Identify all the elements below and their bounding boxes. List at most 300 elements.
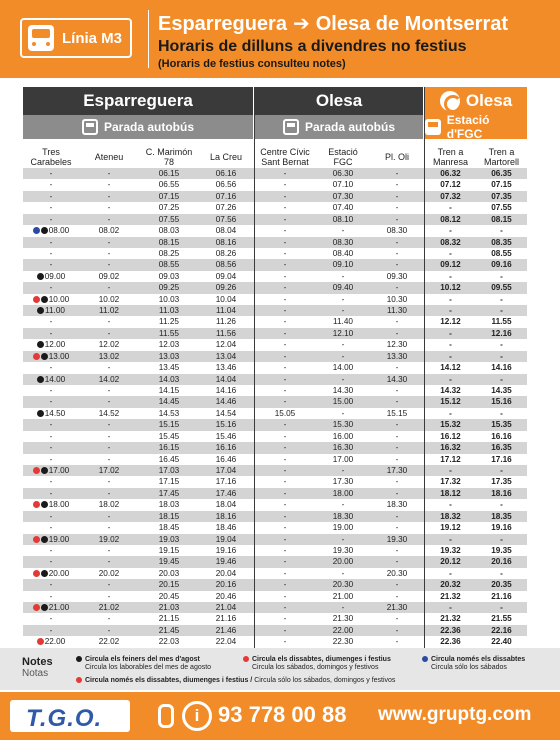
cell-value: -	[107, 283, 111, 293]
table-cell	[476, 534, 527, 545]
cell-value: 20.04	[215, 568, 237, 578]
cell-value: -	[283, 226, 287, 236]
table-row	[23, 294, 527, 305]
table-cell	[315, 374, 371, 385]
route-destination: Olesa de Montserrat	[315, 13, 509, 35]
table-cell	[476, 294, 527, 305]
cell-value: 22.02	[98, 637, 120, 647]
cell-value: -	[49, 317, 53, 327]
cell-value: 07.30	[332, 191, 354, 201]
table-cell	[79, 362, 139, 373]
table-row	[23, 214, 527, 225]
cell-value: 15.12	[440, 397, 461, 407]
table-cell	[255, 339, 315, 350]
table-cell	[371, 374, 423, 385]
cell-value: -	[107, 317, 111, 327]
table-cell	[23, 465, 79, 476]
cell-value: -	[107, 488, 111, 498]
table-cell	[315, 294, 371, 305]
cell-value: -	[283, 180, 287, 190]
cell-value: 08.40	[332, 248, 354, 258]
table-cell	[79, 488, 139, 499]
table-cell	[23, 237, 79, 248]
table-cell	[371, 214, 423, 225]
line-label: Línia M3	[62, 29, 123, 47]
table-cell	[23, 225, 79, 236]
cell-value: 18.16	[491, 488, 512, 498]
table-cell	[476, 568, 527, 579]
cell-value: -	[395, 180, 399, 190]
cell-value: -	[283, 568, 287, 578]
table-cell	[79, 305, 139, 316]
cell-value: -	[283, 625, 287, 635]
note-marker-icon	[33, 296, 40, 303]
table-cell	[255, 214, 315, 225]
cell-value: 18.35	[491, 511, 512, 521]
cell-value: -	[49, 386, 53, 396]
cell-value: 20.02	[98, 568, 120, 578]
table-row	[23, 476, 527, 487]
cell-value: 19.15	[158, 545, 180, 555]
note-d	[422, 656, 525, 672]
table-cell	[315, 339, 371, 350]
cell-value: 06.55	[158, 180, 180, 190]
table-cell	[79, 248, 139, 259]
cell-value: -	[500, 294, 503, 304]
table-cell	[255, 316, 315, 327]
table-cell	[23, 374, 79, 385]
cell-value: 12.10	[332, 328, 354, 338]
table-cell	[79, 602, 139, 613]
cell-value: -	[107, 477, 111, 487]
cell-value: 19.35	[491, 545, 512, 555]
table-cell	[79, 625, 139, 636]
cell-value: 21.30	[386, 603, 408, 613]
table-row	[23, 511, 527, 522]
table-row	[23, 259, 527, 270]
table-row	[23, 522, 527, 533]
table-cell	[425, 602, 476, 613]
cell-value: -	[283, 477, 287, 487]
cell-value: 12.02	[98, 340, 120, 350]
column-header: Centre Cívic Sant Bernat	[260, 147, 310, 167]
table-cell	[476, 385, 527, 396]
table-cell	[139, 396, 199, 407]
cell-value: 11.56	[216, 328, 236, 338]
table-cell	[79, 351, 139, 362]
note-d-es: Circula sólo los sábados	[431, 664, 507, 671]
header-divider	[148, 10, 149, 68]
table-cell	[425, 351, 476, 362]
table-cell	[79, 431, 139, 442]
table-cell	[425, 294, 476, 305]
stop-type-label: Parada autobús	[103, 120, 195, 134]
note-marker-icon	[41, 604, 48, 611]
table-cell	[79, 294, 139, 305]
table-cell	[139, 339, 199, 350]
table-cell	[199, 225, 253, 236]
table-cell	[315, 237, 371, 248]
cell-value: 08.02	[98, 226, 120, 236]
column-header: Estació FGC	[328, 147, 358, 167]
cell-value: 15.46	[215, 431, 237, 441]
table-cell	[476, 271, 527, 282]
cell-value: -	[500, 226, 503, 236]
cell-value: 16.45	[158, 454, 180, 464]
cell-value: 17.16	[215, 477, 237, 487]
table-cell	[371, 568, 423, 579]
cell-value: 07.40	[332, 203, 354, 213]
cell-value: 14.50	[44, 408, 66, 418]
table-cell	[199, 191, 253, 202]
table-row	[23, 248, 527, 259]
table-cell	[199, 396, 253, 407]
table-cell	[199, 282, 253, 293]
table-cell	[315, 591, 371, 602]
cell-value: 10.30	[386, 294, 408, 304]
cell-value: -	[107, 397, 111, 407]
cell-value: -	[283, 237, 287, 247]
cell-value: -	[283, 306, 287, 316]
table-cell	[425, 168, 476, 179]
table-cell	[371, 556, 423, 567]
cell-value: -	[49, 614, 53, 624]
table-cell	[315, 259, 371, 270]
table-row	[23, 237, 527, 248]
cell-value: 09.03	[158, 271, 180, 281]
table-cell	[425, 305, 476, 316]
cell-value: 16.32	[440, 443, 461, 453]
cell-value: 17.12	[440, 454, 461, 464]
table-cell	[476, 248, 527, 259]
cell-value: 11.40	[333, 317, 353, 327]
cell-value: 20.16	[215, 580, 237, 590]
table-cell	[255, 362, 315, 373]
cell-value: 13.04	[215, 351, 237, 361]
cell-value: -	[395, 237, 399, 247]
tgo-brand-text: T.G.O.	[26, 705, 103, 732]
table-cell	[255, 476, 315, 487]
table-row	[23, 568, 527, 579]
table-cell	[476, 316, 527, 327]
cell-value: 07.55	[491, 203, 512, 213]
table-cell	[476, 305, 527, 316]
cell-value: -	[395, 386, 399, 396]
cell-value: 11.55	[491, 317, 512, 327]
table-cell	[425, 613, 476, 624]
cell-value: -	[395, 363, 399, 373]
group-header-olesa-fgc	[425, 87, 527, 115]
cell-value: 17.00	[48, 465, 70, 475]
schedule-subtitle-note: (Horaris de festius consulteu notes)	[158, 58, 346, 70]
cell-value: 14.52	[98, 408, 120, 418]
table-cell	[425, 431, 476, 442]
cell-value: -	[283, 420, 287, 430]
cell-value: 20.45	[158, 591, 180, 601]
cell-value: 19.16	[491, 523, 512, 533]
table-cell	[476, 351, 527, 362]
cell-value: -	[283, 271, 287, 281]
table-cell	[79, 385, 139, 396]
table-cell	[255, 396, 315, 407]
table-cell	[425, 282, 476, 293]
table-cell	[371, 237, 423, 248]
stop-type-olesa	[255, 115, 423, 139]
cell-value: -	[283, 465, 287, 475]
website-link[interactable]: www.gruptg.com	[378, 704, 532, 725]
table-cell	[371, 202, 423, 213]
table-cell	[425, 374, 476, 385]
table-cell	[139, 328, 199, 339]
table-cell	[315, 419, 371, 430]
table-cell	[371, 179, 423, 190]
table-cell	[199, 534, 253, 545]
cell-value: 22.36	[440, 637, 461, 647]
cell-value: 20.12	[440, 557, 461, 567]
cell-value: -	[395, 523, 399, 533]
table-cell	[79, 271, 139, 282]
table-cell	[476, 613, 527, 624]
note-marker-icon	[37, 376, 44, 383]
note-marker-icon	[37, 273, 44, 280]
cell-value: 21.15	[158, 614, 180, 624]
table-cell	[476, 636, 527, 647]
cell-value: 18.12	[440, 488, 461, 498]
cell-value: -	[395, 328, 399, 338]
cell-value: 22.40	[491, 637, 512, 647]
table-cell	[371, 488, 423, 499]
table-cell	[79, 591, 139, 602]
table-cell	[199, 305, 253, 316]
table-row	[23, 442, 527, 453]
stop-type-fgc	[425, 115, 527, 139]
cell-value: -	[283, 203, 287, 213]
cell-value: -	[395, 283, 399, 293]
table-cell	[371, 339, 423, 350]
cell-value: -	[49, 203, 53, 213]
stop-type-esparreguera	[23, 115, 253, 139]
table-cell	[315, 636, 371, 647]
cell-value: -	[107, 191, 111, 201]
table-cell	[371, 294, 423, 305]
cell-value: 07.25	[158, 203, 180, 213]
cell-value: -	[395, 431, 399, 441]
cell-value: 14.03	[158, 374, 180, 384]
table-cell	[23, 442, 79, 453]
cell-value: 18.30	[332, 511, 354, 521]
cell-value: -	[395, 591, 399, 601]
cell-value: -	[500, 374, 503, 384]
note-marker-icon	[41, 501, 48, 508]
cell-value: -	[283, 248, 287, 258]
table-cell	[139, 499, 199, 510]
table-cell	[371, 316, 423, 327]
cell-value: 11.04	[216, 306, 236, 316]
table-cell	[371, 476, 423, 487]
note-x	[76, 677, 395, 685]
cell-value: 10.03	[158, 294, 180, 304]
cell-value: 22.36	[440, 625, 461, 635]
column-header: Tren a Manresa	[432, 147, 468, 167]
cell-value: -	[395, 637, 399, 647]
cell-value: 17.03	[158, 465, 180, 475]
cell-value: -	[341, 226, 345, 236]
cell-value: -	[395, 317, 399, 327]
cell-value: -	[500, 271, 503, 281]
note-marker-icon	[33, 353, 40, 360]
cell-value: -	[283, 591, 287, 601]
table-cell	[255, 556, 315, 567]
cell-value: 19.30	[332, 545, 354, 555]
cell-value: 19.03	[158, 534, 180, 544]
table-cell	[79, 556, 139, 567]
cell-value: -	[395, 397, 399, 407]
column-header: Ateneu	[94, 152, 124, 162]
table-cell	[23, 625, 79, 636]
table-cell	[476, 362, 527, 373]
table-cell	[425, 202, 476, 213]
cell-value: 07.10	[332, 180, 354, 190]
cell-value: 19.12	[440, 523, 461, 533]
table-row	[23, 396, 527, 407]
tgo-logo	[10, 700, 130, 732]
table-cell	[476, 545, 527, 556]
table-cell	[79, 499, 139, 510]
table-cell	[79, 511, 139, 522]
cell-value: -	[49, 477, 53, 487]
cell-value: 14.46	[215, 397, 237, 407]
cell-value: 20.30	[386, 568, 408, 578]
table-cell	[199, 362, 253, 373]
note-d-ca: Circula només els dissabtes	[430, 656, 526, 663]
table-cell	[315, 408, 371, 419]
cell-value: 11.02	[99, 306, 119, 316]
cell-value: -	[341, 271, 345, 281]
table-cell	[371, 408, 423, 419]
cell-value: -	[107, 214, 111, 224]
table-cell	[255, 225, 315, 236]
table-cell	[315, 625, 371, 636]
table-cell	[476, 237, 527, 248]
cell-value: 21.04	[215, 603, 237, 613]
cell-value: -	[341, 534, 345, 544]
cell-value: -	[395, 203, 399, 213]
table-cell	[199, 408, 253, 419]
table-cell	[23, 545, 79, 556]
cell-value: 11.55	[159, 328, 179, 338]
note-x-es: Circula sólo los sábados, domingos y festivos	[254, 677, 396, 684]
notes-title-es: Notas	[22, 668, 49, 679]
table-cell	[139, 259, 199, 270]
cell-value: 07.15	[491, 180, 512, 190]
cell-value: -	[49, 397, 53, 407]
cell-value: 15.00	[332, 397, 354, 407]
table-cell	[79, 568, 139, 579]
table-cell	[255, 191, 315, 202]
table-cell	[199, 271, 253, 282]
bus-stop-icon	[82, 119, 98, 135]
table-cell	[199, 602, 253, 613]
bus-stop-icon	[283, 119, 299, 135]
table-cell	[476, 579, 527, 590]
cell-value: 11.25	[159, 317, 179, 327]
table-cell	[315, 271, 371, 282]
cell-value: 07.16	[215, 191, 237, 201]
table-cell	[315, 316, 371, 327]
cell-value: 17.32	[440, 477, 461, 487]
cell-value: 13.45	[158, 363, 180, 373]
schedule-subtitle: Horaris de dilluns a divendres no festius	[158, 38, 467, 55]
column-header: Pl. Oli	[384, 152, 409, 162]
cell-value: 15.05	[274, 408, 296, 418]
table-cell	[139, 305, 199, 316]
table-cell	[139, 179, 199, 190]
note-marker-icon	[33, 467, 40, 474]
cell-value: 17.35	[491, 477, 512, 487]
table-cell	[79, 636, 139, 647]
column-header: La Creu	[209, 152, 243, 162]
table-cell	[255, 522, 315, 533]
cell-value: -	[449, 351, 452, 361]
table-cell	[139, 362, 199, 373]
cell-value: -	[107, 511, 111, 521]
cell-value: 14.00	[44, 374, 66, 384]
cell-value: 18.32	[440, 511, 461, 521]
cell-value: 09.40	[332, 283, 354, 293]
table-cell	[425, 408, 476, 419]
table-cell	[23, 351, 79, 362]
cell-value: -	[395, 191, 399, 201]
cell-value: -	[449, 603, 452, 613]
cell-value: -	[449, 465, 452, 475]
table-cell	[139, 556, 199, 567]
table-cell	[23, 636, 79, 647]
table-cell	[371, 419, 423, 430]
cell-value: 08.55	[158, 260, 180, 270]
phone-number[interactable]: 93 778 00 88	[218, 702, 347, 727]
cell-value: 13.02	[98, 351, 120, 361]
table-cell	[425, 271, 476, 282]
cell-value: 09.26	[215, 283, 237, 293]
table-cell	[425, 442, 476, 453]
table-row	[23, 602, 527, 613]
table-cell	[199, 613, 253, 624]
table-row	[23, 545, 527, 556]
cell-value: -	[449, 408, 452, 418]
cell-value: 13.00	[48, 351, 70, 361]
table-cell	[315, 579, 371, 590]
table-cell	[476, 191, 527, 202]
table-cell	[476, 179, 527, 190]
note-f	[243, 656, 391, 672]
cell-value: 17.00	[332, 454, 354, 464]
cell-value: 18.16	[215, 511, 237, 521]
table-cell	[425, 179, 476, 190]
cell-value: 09.02	[98, 271, 120, 281]
cell-value: 15.45	[158, 431, 180, 441]
table-cell	[371, 442, 423, 453]
table-row	[23, 534, 527, 545]
cell-value: 13.30	[386, 351, 408, 361]
table-cell	[79, 534, 139, 545]
table-cell	[425, 454, 476, 465]
table-cell	[199, 476, 253, 487]
table-cell	[315, 499, 371, 510]
table-cell	[79, 259, 139, 270]
cell-value: 22.00	[44, 637, 66, 647]
table-cell	[476, 214, 527, 225]
table-cell	[139, 419, 199, 430]
